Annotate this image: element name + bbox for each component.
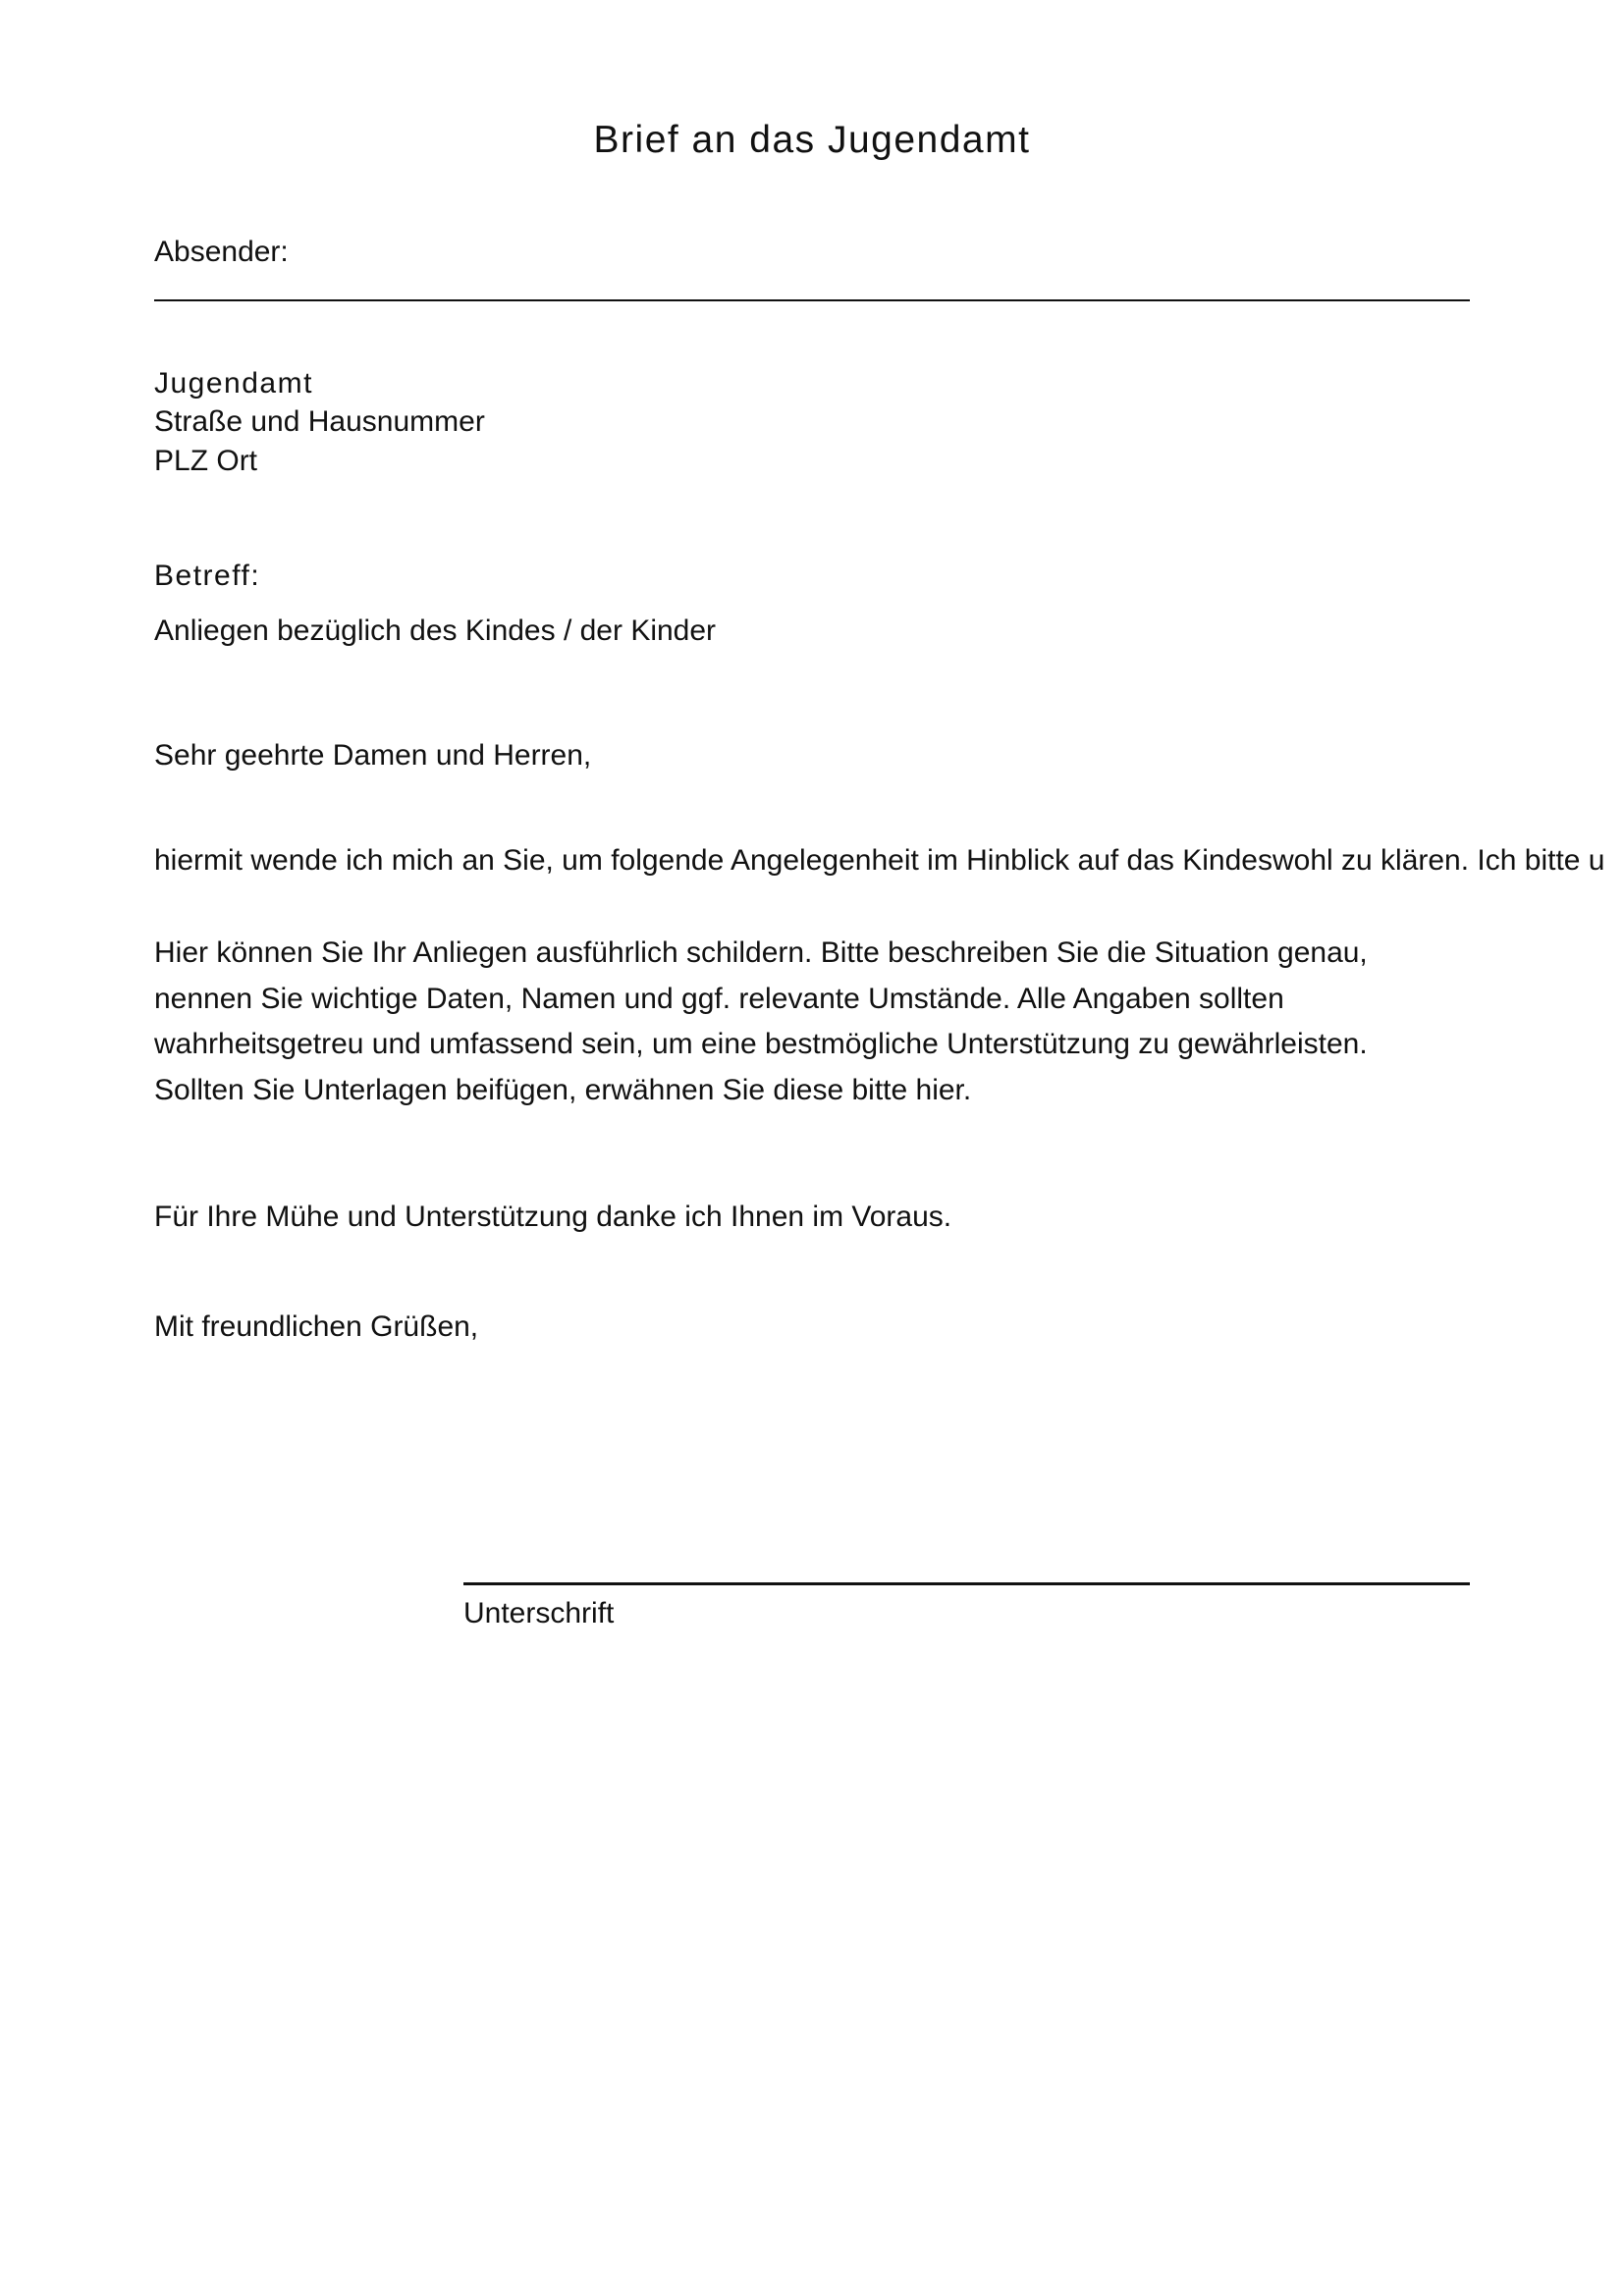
recipient-name: Jugendamt (154, 367, 313, 400)
recipient-city: PLZ Ort (154, 445, 258, 477)
body-paragraph (154, 931, 1431, 1113)
signature-line (463, 1582, 1470, 1585)
thanks-line: Für Ihre Mühe und Unterstützung danke ich Ihnen im Voraus. (154, 1201, 952, 1233)
subject-text: Anliegen bezüglich des Kindes / der Kinder (154, 614, 717, 647)
body-line: Hier können Sie Ihr Anliegen ausführlich schildern. Bitte beschreiben Sie die Situation genau, (154, 936, 1368, 969)
recipient-street: Straße und Hausnummer (154, 405, 485, 438)
body-line: wahrheitsgetreu und umfassend sein, um eine bestmögliche Unterstützung zu gewährleisten. (154, 1028, 1368, 1060)
subject-label: Betreff: (154, 560, 261, 592)
intro-line: hiermit wende ich mich an Sie, um folgende Angelegenheit im Hinblick auf das Kindeswohl zu klären. Ich bitte u (154, 844, 1605, 877)
signature-label: Unterschrift (463, 1597, 615, 1629)
body-line: Sollten Sie Unterlagen beifügen, erwähnen Sie diese bitte hier. (154, 1073, 972, 1106)
sender-label: Absender: (154, 236, 289, 268)
body-line: nennen Sie wichtige Daten, Namen und ggf. relevante Umstände. Alle Angaben sollten (154, 982, 1284, 1015)
salutation: Sehr geehrte Damen und Herren, (154, 739, 592, 772)
sender-line (154, 299, 1470, 301)
document-title: Brief an das Jugendamt (593, 119, 1031, 161)
closing-line: Mit freundlichen Grüßen, (154, 1310, 479, 1343)
